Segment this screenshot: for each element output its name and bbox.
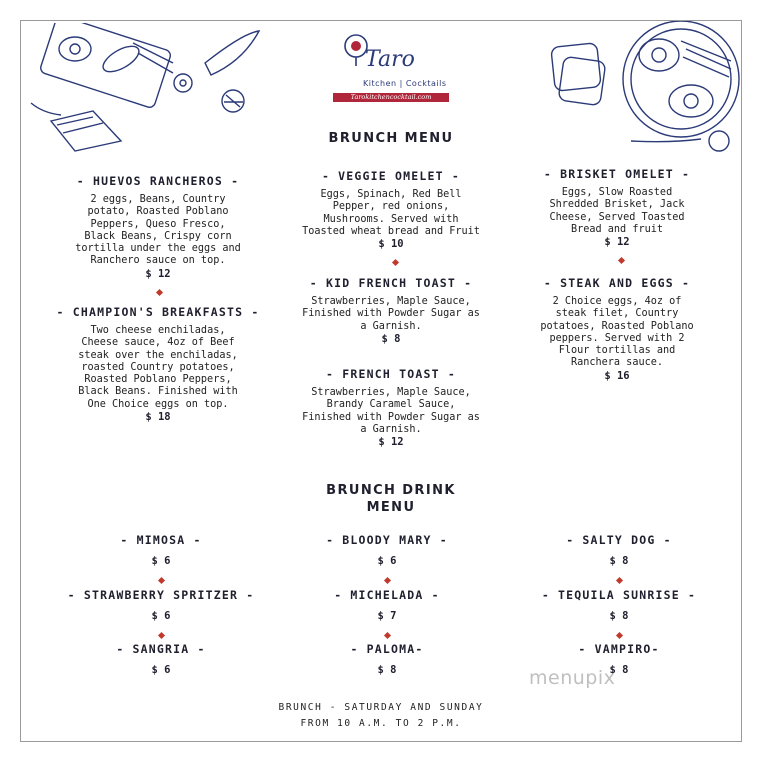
separator-diamond bbox=[158, 577, 165, 584]
menu-item-veggie-omelet bbox=[271, 169, 511, 250]
item-description: Eggs, Spinach, Red Bell Pepper, red onions, Mushrooms. Served with Toasted wheat bread and Fruit bbox=[302, 189, 480, 237]
logo-banner: Tarokitchencocktail.com bbox=[333, 93, 449, 102]
food-illustration-left bbox=[23, 23, 273, 153]
item-description: 2 Choice eggs, 4oz of steak filet, Country potatoes, Roasted Poblano peppers. Served with 2 Flour tortillas and Ranchera sauce. bbox=[540, 296, 694, 369]
item-price: $ 6 bbox=[151, 664, 171, 676]
item-title: - MIMOSA - bbox=[120, 533, 202, 547]
item-title: - PALOMA- bbox=[350, 642, 424, 656]
item-title: - BRISKET OMELET - bbox=[543, 167, 691, 181]
menu-item-steak-and-eggs bbox=[497, 276, 737, 382]
item-price: $ 8 bbox=[609, 664, 629, 676]
drink-menu-title-line2: MENU bbox=[366, 500, 416, 515]
menupix-watermark: menupix bbox=[529, 667, 616, 689]
menu-item-champions-breakfasts bbox=[33, 305, 283, 423]
menu-item-kid-french-toast bbox=[271, 276, 511, 345]
item-title: - MICHELADA - bbox=[334, 588, 440, 602]
menu-item-french-toast bbox=[271, 367, 511, 448]
item-description: Two cheese enchiladas, Cheese sauce, 4oz of Beef steak over the enchiladas, roasted Country potatoes, Roasted Poblano Peppers, Black Beans. Finished with One Choice eggs on top. bbox=[78, 325, 238, 410]
drink-menu-title-line1: BRUNCH DRINK bbox=[326, 483, 456, 498]
item-price: $ 8 bbox=[381, 332, 401, 345]
separator-diamond bbox=[392, 259, 399, 266]
separator-diamond bbox=[156, 289, 163, 296]
separator-diamond bbox=[616, 632, 623, 639]
separator-diamond bbox=[618, 257, 625, 264]
separator-diamond bbox=[616, 577, 623, 584]
item-title: - VEGGIE OMELET - bbox=[321, 169, 461, 183]
logo-name: Taro bbox=[365, 47, 415, 72]
drink-item-paloma bbox=[267, 642, 507, 676]
item-price: $ 18 bbox=[145, 411, 171, 424]
item-price: $ 6 bbox=[151, 555, 171, 567]
logo bbox=[329, 33, 451, 113]
footer-line2: FROM 10 A.M. TO 2 P.M. bbox=[300, 718, 462, 729]
separator-diamond bbox=[158, 632, 165, 639]
item-description: Strawberries, Maple Sauce, Finished with Powder Sugar as a Garnish. bbox=[302, 296, 480, 332]
drink-item-bloody-mary bbox=[267, 533, 507, 567]
item-description: 2 eggs, Beans, Country potato, Roasted Poblano Peppers, Queso Fresco, Black Beans, Crispy corn tortilla under the eggs and Ranchero sauce on top. bbox=[75, 194, 241, 267]
item-title: - CHAMPION'S BREAKFASTS - bbox=[56, 305, 260, 319]
item-price: $ 10 bbox=[378, 238, 404, 251]
brunch-menu-title: BRUNCH MENU bbox=[328, 131, 454, 146]
footer-hours bbox=[221, 700, 541, 732]
drink-menu-title bbox=[281, 482, 501, 516]
item-title: - HUEVOS RANCHEROS - bbox=[76, 174, 240, 188]
item-description: Eggs, Slow Roasted Shredded Brisket, Jack Cheese, Served Toasted Bread and fruit bbox=[549, 187, 685, 235]
item-price: $ 7 bbox=[377, 610, 397, 622]
drink-item-salty-dog bbox=[499, 533, 739, 567]
drink-item-mimosa bbox=[41, 533, 281, 567]
item-description: Strawberries, Maple Sauce, Brandy Caramel Sauce, Finished with Powder Sugar as a Garnish. bbox=[302, 387, 480, 435]
drink-item-strawberry-spritzer bbox=[41, 588, 281, 622]
item-price: $ 16 bbox=[604, 369, 630, 382]
logo-subtitle: Kitchen | Cocktails bbox=[363, 79, 447, 88]
item-price: $ 8 bbox=[377, 664, 397, 676]
food-illustration-right bbox=[531, 21, 741, 166]
menu-item-huevos-rancheros bbox=[33, 174, 283, 280]
item-title: - TEQUILA SUNRISE - bbox=[541, 588, 697, 602]
drink-item-tequila-sunrise bbox=[499, 588, 739, 622]
item-title: - STRAWBERRY SPRITZER - bbox=[67, 588, 255, 602]
item-title: - KID FRENCH TOAST - bbox=[309, 276, 473, 290]
separator-diamond bbox=[384, 632, 391, 639]
menu-item-brisket-omelet bbox=[497, 167, 737, 248]
item-price: $ 8 bbox=[609, 610, 629, 622]
item-price: $ 12 bbox=[604, 236, 630, 249]
drink-item-sangria bbox=[41, 642, 281, 676]
footer-line1: BRUNCH - SATURDAY AND SUNDAY bbox=[278, 702, 484, 713]
item-title: - SANGRIA - bbox=[116, 642, 206, 656]
item-title: - VAMPIRO- bbox=[578, 642, 660, 656]
item-price: $ 6 bbox=[377, 555, 397, 567]
item-price: $ 8 bbox=[609, 555, 629, 567]
item-title: - SALTY DOG - bbox=[566, 533, 672, 547]
item-price: $ 12 bbox=[378, 436, 404, 449]
item-price: $ 12 bbox=[145, 267, 171, 280]
drink-item-michelada bbox=[267, 588, 507, 622]
menu-page bbox=[20, 20, 742, 742]
item-title: - FRENCH TOAST - bbox=[326, 367, 456, 381]
item-price: $ 6 bbox=[151, 610, 171, 622]
item-title: - BLOODY MARY - bbox=[326, 533, 448, 547]
item-title: - STEAK AND EGGS - bbox=[543, 276, 691, 290]
separator-diamond bbox=[384, 577, 391, 584]
